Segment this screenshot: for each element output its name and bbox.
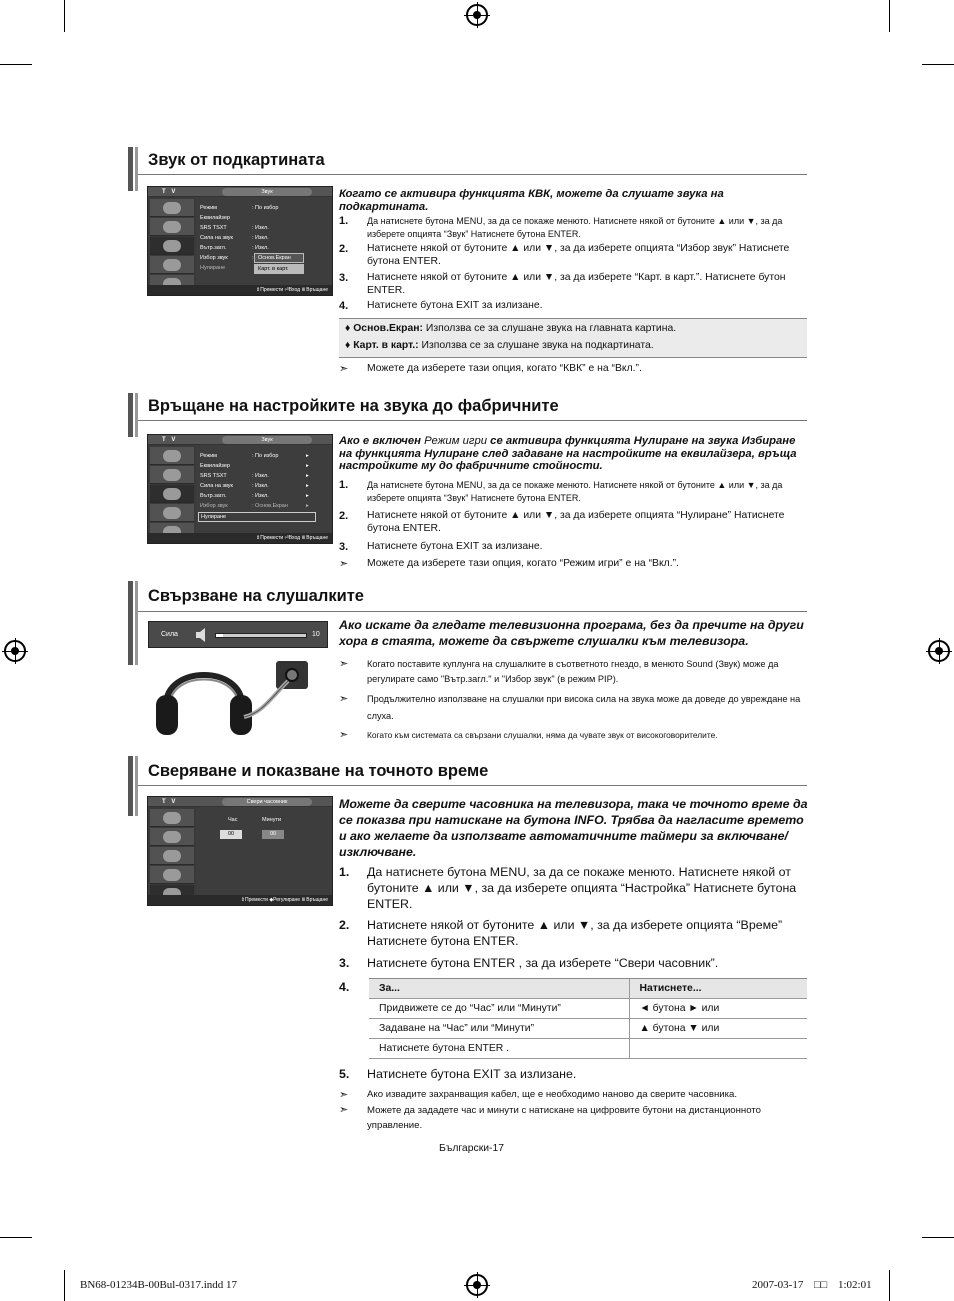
crop-mark (0, 64, 32, 65)
table-header-row (369, 979, 807, 999)
note-arrow-icon: ➣ (339, 1104, 349, 1116)
footer-date: 2007-03-17 (752, 1279, 804, 1291)
option-item: ♦ Карт. в карт.: Използва се за слушане звука на подкартината. (345, 340, 654, 351)
osd-sound-menu-reset (147, 434, 333, 544)
osd-hour-value: 00 (220, 830, 242, 839)
setup-icon (150, 256, 194, 274)
note-arrow-icon: ➣ (339, 363, 349, 375)
step-item: 2. Натиснете някой от бутоните ▲ или ▼, за да изберете опцията “Нулиране” Натиснете бутона ENTER. (339, 510, 785, 534)
section-header-reset (128, 393, 807, 437)
table-cell: Придвижете се до “Час” или “Минути” (369, 999, 629, 1019)
picture-icon (150, 447, 194, 465)
osd-sound-menu-pip (147, 186, 333, 296)
table-row (369, 1019, 807, 1039)
osd-tv-label: T V (162, 189, 178, 195)
osd-row: Еквилайзер (200, 215, 230, 221)
table-cell: ◄ бутона ► или (629, 999, 807, 1019)
osd-menu-title: Свери часовник (222, 798, 312, 806)
crop-mark (64, 0, 65, 32)
note-arrow-icon: ➣ (339, 658, 349, 670)
channel-icon (150, 218, 194, 236)
volume-label: Сила (161, 631, 178, 638)
table-row (369, 1039, 807, 1059)
section-title: Връщане на настройките на звука до фабричните (148, 397, 559, 415)
osd-minute-label: Минути (262, 817, 282, 823)
osd-minute-value: 00 (262, 830, 284, 839)
osd-bottom-bar: ⇕Премести ⏎Вход Ⅲ Връщане (148, 285, 332, 295)
options-box (339, 318, 807, 358)
osd-row: Режим : По избор (200, 205, 279, 211)
section-header-pip-sound (128, 147, 807, 191)
osd-row: Сила на звук : Изкл. (200, 235, 269, 241)
table-cell: Натиснете бутона ENTER . (369, 1039, 629, 1059)
note-item: ➣ Когато към системата са свързани слушалки, няма да чувате звук от високоговорителите. (339, 727, 809, 744)
note-item: ➣ Можете да изберете тази опция, когато “КВК” е на “Вкл.”. (339, 363, 642, 375)
intro-text: Ако искате да гледате телевизионна програма, без да пречите на други хора в стаята, можете да свържете слушалки към телевизора. (339, 618, 804, 648)
step-item: 2. Натиснете някой от бутоните ▲ или ▼, за да изберете опцията “Време” Натиснете бутона ENTER. (339, 918, 783, 948)
note-item: ➣ Когато поставите куплунга на слушалките в съответното гнездо, в менюто Sound (Звук) може да регулирате само "Вътр.загл." и "Избор звук" (в режим PIP). (339, 658, 779, 684)
step-item: 4. Натиснете бутона EXIT за излизане. (339, 300, 543, 312)
step-item: 3. Натиснете бутона EXIT за излизане. (339, 541, 543, 553)
picture-icon (150, 199, 194, 217)
intro-text: Можете да сверите часовника на телевизора, така че точното време да се показва при натискане на бутона INFO. Трябва да нагласите времето и ако желаете да използвате автоматичните таймери за включване/изключване. (339, 797, 808, 859)
osd-row: Избор звук : (200, 255, 254, 261)
osd-row: Вътр.загл. : Изкл. (200, 245, 269, 251)
note-item: ➣ Ако извадите захранващия кабел, ще е необходимо наново да сверите часовника. (339, 1089, 738, 1101)
picture-icon (150, 809, 194, 827)
crop-mark (922, 1237, 954, 1238)
osd-clock-menu (147, 796, 333, 906)
setup-icon (150, 504, 194, 522)
note-arrow-icon: ➣ (339, 558, 349, 570)
step-item: 1. Да натиснете бутона MENU, за да се покаже менюто. Натиснете някой от бутоните ▲ или ▼, за да изберете опцията “Настройка” Натиснете бутона ENTER. (339, 865, 797, 911)
osd-row: Режим : По избор ▸ (200, 453, 309, 459)
osd-row-selected: Нулиране (198, 512, 316, 522)
setup-icon (150, 866, 194, 884)
note-arrow-icon: ➣ (339, 1089, 349, 1101)
section-title: Сверяване и показване на точното време (148, 762, 489, 780)
registration-mark-icon (466, 4, 488, 26)
crop-mark (922, 64, 954, 65)
intro-text: Ако е включен Режим игри се активира функцията Нулиране на звука Избиране на функцията Нулиране след задаване на настройките на еквилайзера, връща настройките му до фабричните стойности. (339, 435, 797, 472)
controls-table (369, 978, 807, 1059)
step-item: 4. (339, 980, 350, 994)
intro-text: Когато се активира функцията КВК, можете да слушате звука на подкартината. (339, 188, 724, 213)
crop-mark (889, 1270, 890, 1301)
section-title: Звук от подкартината (148, 151, 325, 169)
crop-mark (889, 0, 890, 32)
page-number: Български-17 (439, 1143, 505, 1154)
sound-icon (150, 237, 194, 255)
osd-popup-main: Основ.Екран (254, 253, 304, 263)
volume-value: 10 (312, 631, 320, 638)
footer-file-name: BN68-01234B-00Bul-0317.indd 17 (80, 1279, 238, 1291)
table-header: За... (369, 979, 629, 999)
footer-spacer: □□ (814, 1279, 828, 1291)
step-item: 5. Натиснете бутона EXIT за излизане. (339, 1067, 577, 1081)
table-cell (629, 1039, 807, 1059)
step-item: 1. Да натиснете бутона MENU, за да се покаже менюто. Натиснете някой от бутоните ▲ или ▼, за да изберете опцията “Звук” Натиснете бутона ENTER. (339, 479, 783, 503)
table-row (369, 999, 807, 1019)
osd-bottom-bar: ⇕Премести ◆Регулиране Ⅲ Връщане (148, 895, 332, 905)
osd-tv-label: T V (162, 799, 178, 805)
osd-menu-title: Звук (222, 436, 312, 444)
footer-time: 1:02:01 (838, 1279, 872, 1291)
osd-tv-label: T V (162, 437, 178, 443)
osd-row: SRS TSXT : Изкл. ▸ (200, 473, 309, 479)
sound-icon (150, 847, 194, 865)
note-item: ➣ Можете да изберете тази опция, когато “Режим игри” е на “Вкл.”. (339, 558, 679, 570)
option-item: ♦ Основ.Екран: Използва се за слушане звука на главната картина. (345, 323, 677, 334)
osd-bottom-bar: ⇕Премести ⏎Вход Ⅲ Връщане (148, 533, 332, 543)
speaker-icon (196, 627, 208, 643)
step-item: 2. Натиснете някой от бутоните ▲ или ▼, за да изберете опцията “Избор звук” Натиснете бутона ENTER. (339, 243, 790, 267)
osd-row: Нулиране (200, 265, 226, 271)
volume-osd (148, 621, 328, 648)
osd-popup-pip: Карт. в карт. (254, 264, 304, 274)
osd-row: Сила на звук : Изкл. ▸ (200, 483, 309, 489)
headphones-illustration (152, 655, 312, 741)
step-item: 3. Натиснете бутона ENTER , за да изберете “Свери часовник”. (339, 956, 719, 970)
osd-row: Избор звук : Основ.Екран ▸ (200, 503, 309, 509)
osd-menu-title: Звук (222, 188, 312, 196)
note-arrow-icon: ➣ (339, 693, 349, 705)
registration-mark-icon (4, 640, 26, 662)
section-title: Свързване на слушалките (148, 587, 364, 605)
note-item: ➣ Можете да зададете час и минути с натискане на цифровите бутони на дистанционното управление. (339, 1104, 761, 1131)
volume-track (215, 633, 307, 638)
crop-mark (0, 1237, 32, 1238)
table-cell: Задаване на “Час” или “Минути” (369, 1019, 629, 1039)
step-item: 3. Натиснете някой от бутоните ▲ или ▼, за да изберете “Карт. в карт.”. Натиснете бутон ENTER. (339, 272, 786, 296)
osd-row: SRS TSXT : Изкл. (200, 225, 269, 231)
step-item: 1. Да натиснете бутона MENU, за да се покаже менюто. Натиснете някой от бутоните ▲ или ▼, за да изберете опцията “Звук” Натиснете бутона ENTER. (339, 215, 783, 239)
table-cell: ▲ бутона ▼ или (629, 1019, 807, 1039)
osd-hour-label: Час (228, 817, 238, 823)
channel-icon (150, 828, 194, 846)
note-item: ➣ Продължително използване на слушалки при висока сила на звука може да доведе до увреждане на слуха. (339, 693, 801, 721)
sound-icon (150, 485, 194, 503)
osd-row: Еквилайзер ▸ (200, 463, 309, 469)
crop-mark (64, 1270, 65, 1301)
registration-mark-icon (928, 640, 950, 662)
channel-icon (150, 466, 194, 484)
note-arrow-icon: ➣ (339, 729, 349, 741)
osd-row: Вътр.загл. : Изкл. ▸ (200, 493, 309, 499)
registration-mark-icon (466, 1274, 488, 1296)
table-header: Натиснете... (629, 979, 807, 999)
